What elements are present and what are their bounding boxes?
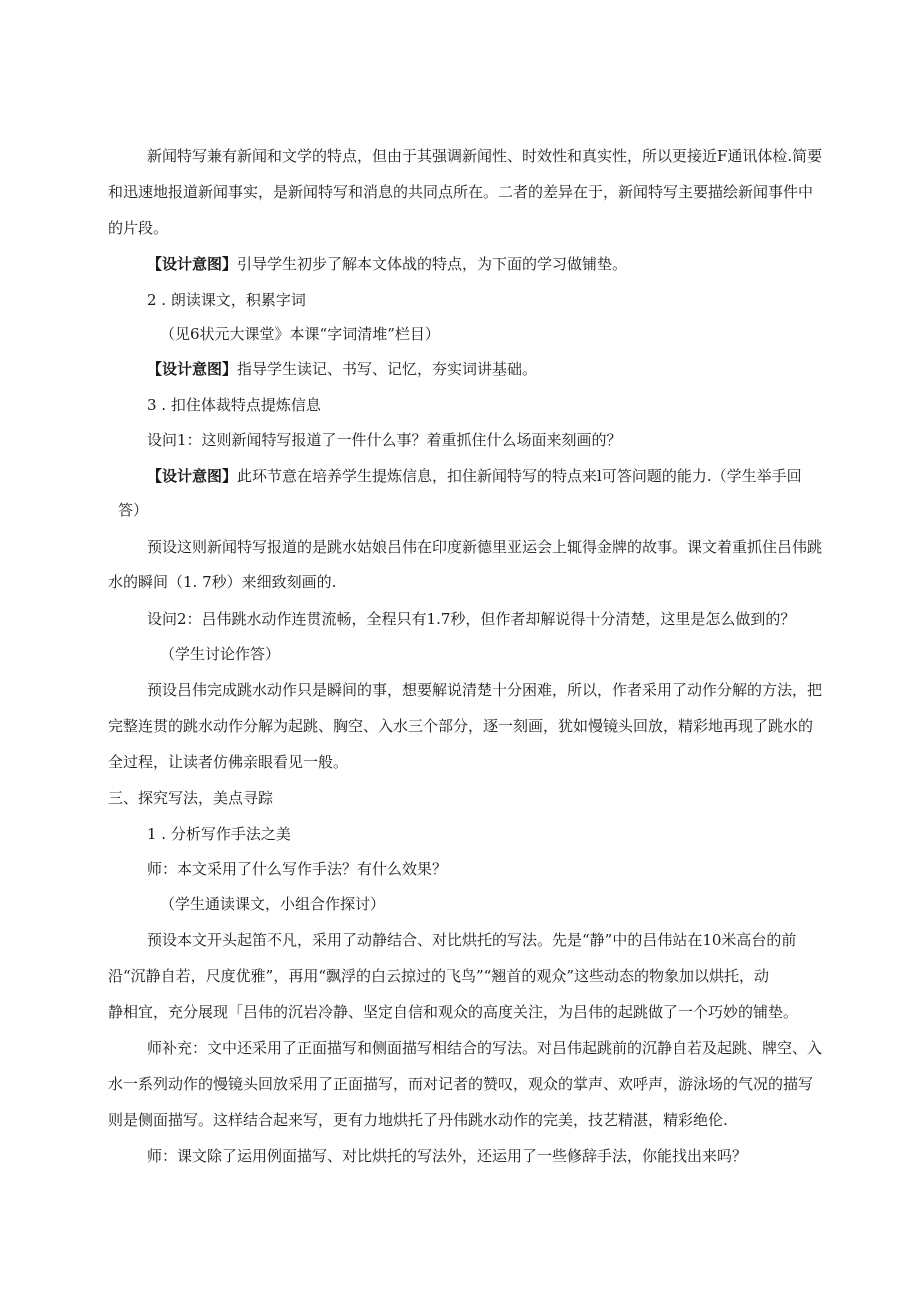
design-intent-text: 此环节意在培养学生提炼信息，扣住新闻特写的特点来l可答问题的能力.（学生举手回 bbox=[237, 467, 802, 485]
paragraph-line: （见6状元大课堂》本课“字词清堆”栏目） bbox=[160, 325, 440, 343]
paragraph-line: 则是侧面描写。这样结合起来写，更有力地烘托了丹伟跳水动作的完美，技艺精湛，精彩绝伦. bbox=[108, 1111, 728, 1129]
paragraph-line: 水一系列动作的慢镜头回放采用了正面描写，而对记者的赞叹，观众的掌声、欢呼声，游泳场的气况的描写 bbox=[108, 1075, 814, 1093]
paragraph-line: 预设这则新闻特写报道的是跳水姑娘吕伟在印度新德里亚运会上辄得金牌的故事。课文着重抓住吕伟跳 bbox=[147, 538, 823, 556]
question-line: 师：课文除了运用例面描写、对比烘托的写法外，还运用了一些修辞手法，你能找出来吗？ bbox=[147, 1147, 748, 1165]
paragraph-line: 预设本文开头起笛不凡，采用了动静结合、对比烘托的写法。先是“静”中的吕伟站在10米高台的前 bbox=[147, 931, 797, 949]
paragraph-line: 沿“沉静自若，尺度优雅”，再用“飘浮的白云掠过的飞鸟”“翘首的观众”这些动态的物象加以烘托，动 bbox=[108, 967, 770, 985]
paragraph-line: 的片段。 bbox=[108, 219, 169, 237]
paragraph-line: 新闻特写兼有新闻和文学的特点，但由于其强调新闻性、时效性和真实性，所以更接近F通讯体检.简要 bbox=[147, 147, 823, 165]
paragraph-line: 水的瞬间（1. 7秒）来细致刻画的. bbox=[108, 573, 337, 591]
step-heading: 1 . 分析写作手法之美 bbox=[147, 825, 291, 843]
design-intent-line bbox=[147, 359, 537, 379]
step-heading: 2 . 朗读课文，积累字词 bbox=[147, 291, 306, 309]
design-intent-tag: 【设计意图】 bbox=[147, 255, 238, 273]
design-intent-text: 引导学生初步了解本文体战的特点，为下面的学习做铺垫。 bbox=[237, 255, 628, 273]
question-line: 设问2：吕伟跳水动作连贯流畅，全程只有1.7秒，但作者却解说得十分清楚，这里是怎么做到的？ bbox=[147, 610, 796, 628]
paragraph-line: 静相宜，充分展现「吕伟的沉岩冷静、坚定自信和观众的高度关注，为吕伟的起跳做了一个巧妙的铺垫。 bbox=[108, 1003, 799, 1021]
paragraph-line: 答） bbox=[118, 501, 149, 519]
design-intent-line bbox=[147, 254, 627, 274]
paragraph-line: 师补充：文中还采用了正面描写和侧面描写相结合的写法。对吕伟起跳前的沉静自若及起跳、牌空、入 bbox=[147, 1039, 823, 1057]
paragraph-line: 和迅速地报道新闻事实，是新闻特写和消息的共同点所在。二者的差异在于，新闻特写主要描绘新闻事件中 bbox=[108, 183, 814, 201]
paragraph-line: （学生通读课文，小组合作探讨） bbox=[160, 895, 386, 913]
question-line: 师：本文采用了什么写作手法？有什么效果？ bbox=[147, 860, 448, 878]
step-heading: 3 . 扣住体裁特点提炼信息 bbox=[147, 396, 321, 414]
design-intent-line bbox=[147, 466, 802, 486]
paragraph-line: 预设吕伟完成跳水动作只是瞬间的事，想要解说清楚十分困难，所以，作者采用了动作分解的方法，把 bbox=[147, 681, 823, 699]
question-line: 设问1：这则新闻特写报道了一件什么事？着重抓住什么场面来刻画的？ bbox=[147, 431, 622, 449]
paragraph-line: （学生讨论作答） bbox=[160, 645, 281, 663]
design-intent-tag: 【设计意图】 bbox=[147, 467, 238, 485]
design-intent-tag: 【设计意图】 bbox=[147, 360, 238, 378]
paragraph-line: 全过程，让读者仿佛亲眼看见一般。 bbox=[108, 753, 349, 771]
section-heading: 三、探究写法，美点寻踪 bbox=[108, 789, 274, 807]
paragraph-line: 完整连贯的跳水动作分解为起跳、胸空、入水三个部分，逐一刻画，犹如慢镜头回放，精彩地再现了跳水的 bbox=[108, 717, 814, 735]
design-intent-text: 指导学生读记、书写、记忆，夯实词讲基础。 bbox=[237, 360, 538, 378]
